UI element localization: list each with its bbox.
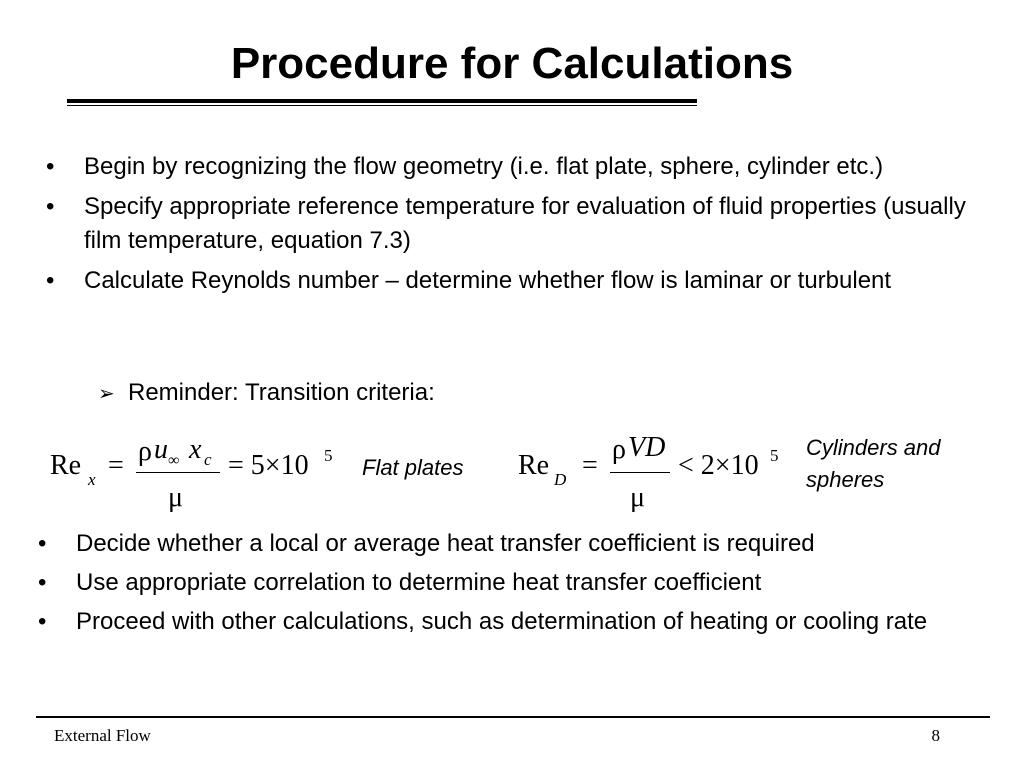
bullet-marker: •	[38, 569, 47, 596]
fraction-bar	[136, 472, 220, 473]
eq-rhs: < 2×10	[678, 450, 759, 481]
fraction-bar	[610, 472, 670, 473]
label-line-2: spheres	[806, 467, 885, 492]
label-cylinders-spheres	[806, 432, 941, 496]
eq-num-rho: ρ	[612, 434, 626, 465]
sub-bullet-text: Reminder: Transition criteria:	[128, 379, 435, 406]
eq-den-mu: μ	[168, 482, 184, 513]
eq-num-x: x	[189, 434, 202, 465]
bullet-text: Begin by recognizing the flow geometry (i.e. flat plate, sphere, cylinder etc.)	[84, 153, 884, 180]
eq-num-x-sub: c	[204, 450, 212, 469]
bullet-marker: •	[38, 530, 47, 557]
bullet-marker: •	[46, 267, 55, 294]
bullet-list-bottom	[38, 527, 968, 644]
eq-rhs-exp: 5	[324, 446, 333, 465]
list-item	[38, 566, 968, 600]
eq-lhs-sub: x	[88, 470, 96, 489]
bullet-text: Specify appropriate reference temperature for evaluation of fluid properties (usually film temperature, equation 7.3)	[84, 193, 966, 254]
bullet-text: Calculate Reynolds number – determine whether flow is laminar or turbulent	[84, 267, 892, 294]
title-underline-thin	[67, 105, 697, 106]
bullet-text: Decide whether a local or average heat transfer coefficient is required	[76, 530, 815, 557]
bullet-text: Use appropriate correlation to determine heat transfer coefficient	[76, 569, 762, 596]
eq-num-u-sub: ∞	[168, 452, 180, 469]
footer-course-title: External Flow	[54, 726, 151, 745]
bullet-marker: •	[46, 153, 55, 180]
eq-equals: =	[108, 450, 124, 481]
eq-rhs: = 5×10	[228, 450, 309, 481]
title-underline	[67, 99, 697, 103]
list-item	[46, 150, 976, 184]
label-flat-plates: Flat plates	[362, 455, 464, 480]
sub-bullet-transition	[98, 376, 435, 411]
list-item	[46, 264, 976, 298]
eq-lhs: Re	[50, 450, 82, 481]
eq-num-vd: VD	[628, 432, 666, 463]
page-number: 8	[931, 726, 940, 745]
bullet-text: Proceed with other calculations, such as determination of heating or cooling rate	[76, 608, 928, 635]
slide-title: Procedure for Calculations	[230, 39, 794, 88]
list-item	[38, 527, 968, 561]
label-line-1: Cylinders and	[806, 435, 941, 460]
list-item	[46, 190, 976, 258]
eq-num-rho: ρ	[138, 436, 152, 467]
eq-lhs: Re	[518, 450, 550, 481]
bullet-marker: •	[46, 193, 55, 220]
eq-equals: =	[582, 450, 598, 481]
bullet-marker: •	[38, 608, 47, 635]
bullet-list-top	[46, 150, 976, 304]
eq-den-mu: μ	[630, 482, 646, 513]
eq-lhs-sub: D	[554, 470, 567, 489]
eq-num-u: u	[154, 434, 168, 465]
list-item	[38, 605, 968, 639]
eq-rhs-exp: 5	[770, 446, 779, 465]
arrow-bullet-icon: ➢	[98, 383, 115, 405]
footer-rule	[36, 716, 990, 718]
